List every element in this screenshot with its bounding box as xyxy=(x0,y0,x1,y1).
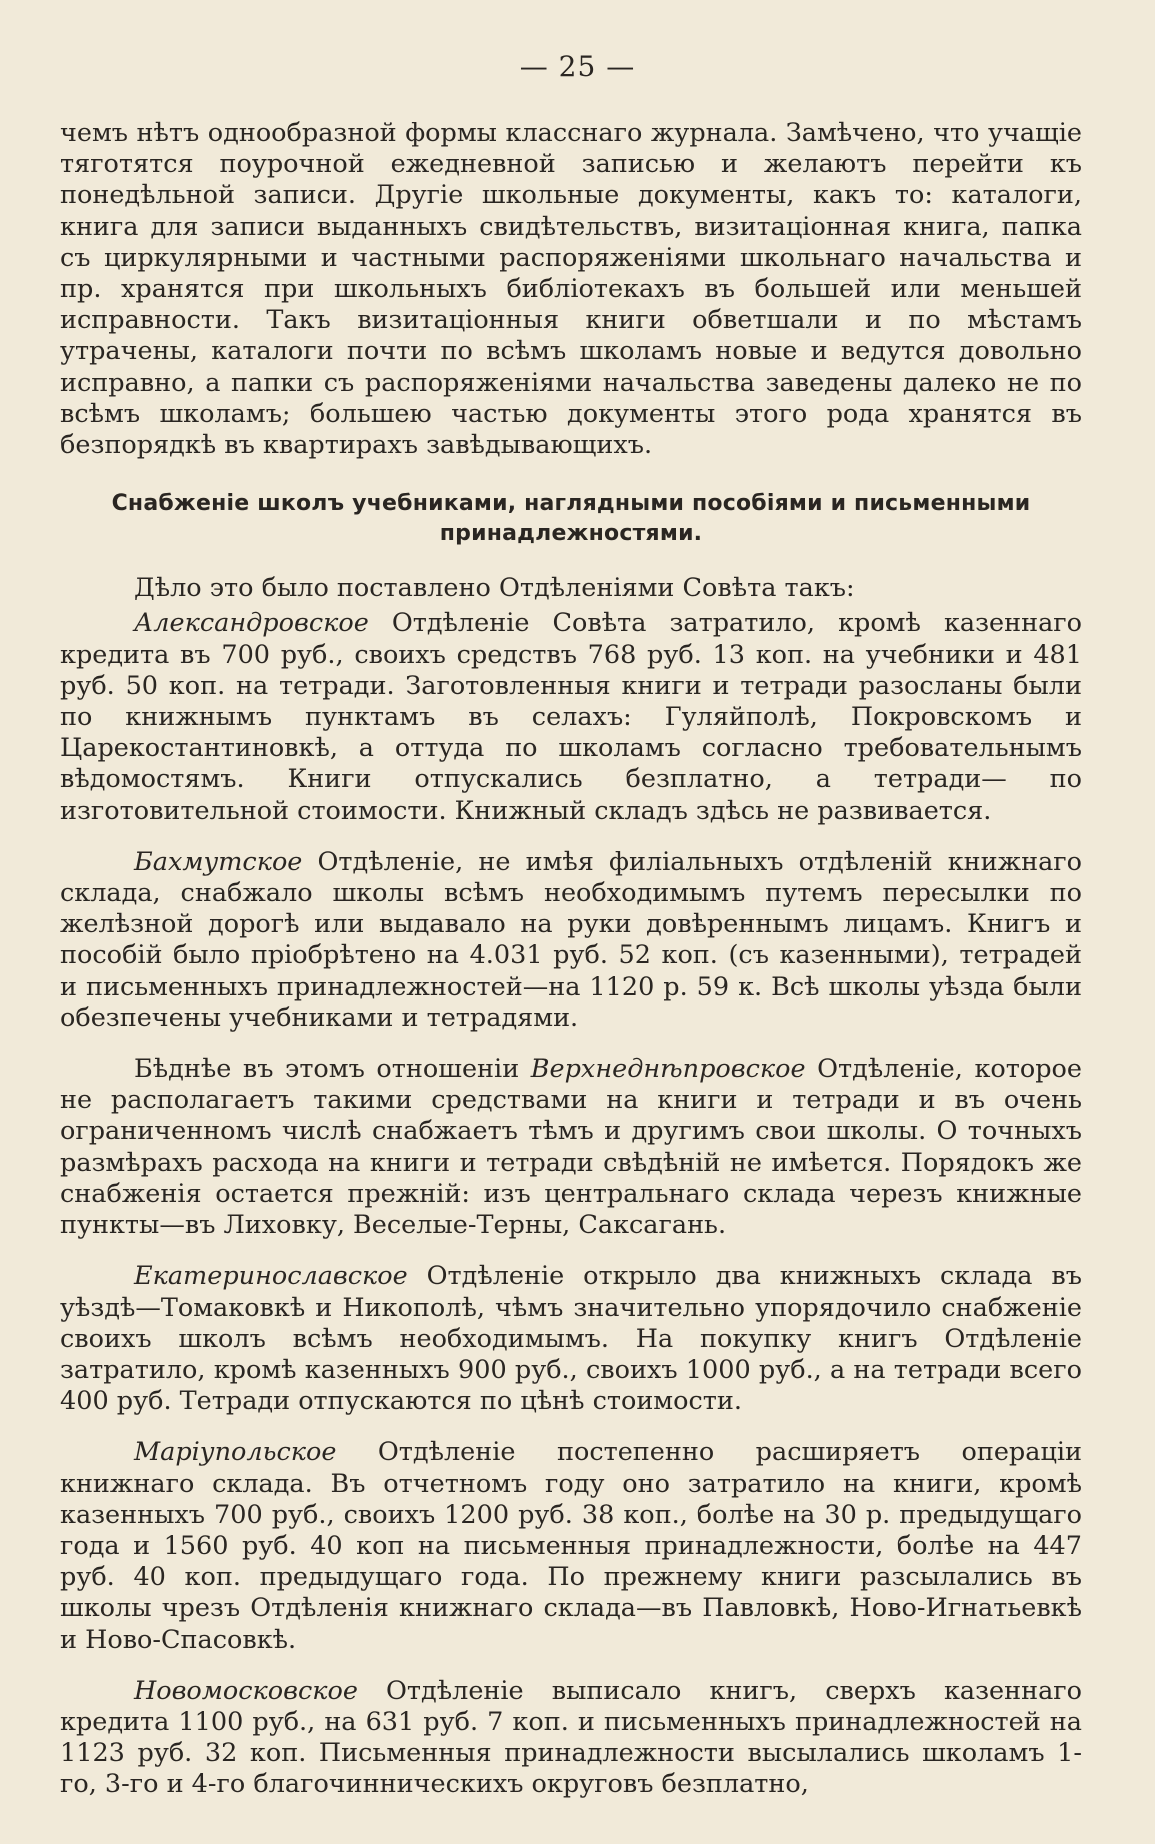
place-name: Верхнеднѣпровское xyxy=(530,1054,806,1085)
paragraph-mariupolskoe xyxy=(60,1437,1082,1655)
place-name: Маріупольское xyxy=(134,1437,337,1468)
place-name: Новомосковское xyxy=(134,1675,358,1706)
paragraph-ekaterinoslavskoe xyxy=(60,1261,1082,1417)
paragraph-text: Отдѣленіе выписало книгъ, сверхъ казеннаго кредита 1100 руб., на 631 руб. 7 коп. и письменныхъ принадлежностей на 1123 руб. 32 коп. Письменныя принадлежности высылались школамъ 1-го, 3-го и 4-го благочинническихъ округовъ безплатно, xyxy=(60,1675,1082,1800)
paragraph-verkhnedneprovskoe xyxy=(60,1054,1082,1241)
page-number: — 25 — xyxy=(519,50,636,83)
paragraph-lead: Дѣло это было поставлено Отдѣленіями Совѣта такъ: xyxy=(134,573,855,604)
place-name: Александровское xyxy=(134,608,369,639)
paragraph-text: Отдѣленіе, которое не располагаетъ такими средствами на книги и тетради и въ очень ограниченномъ числѣ снабжаетъ тѣмъ и другимъ свои школы. О точныхъ размѣрахъ расхода на книги и тетради свѣдѣній не имѣется. Порядокъ же снабженія остается прежній: изъ центральнаго склада черезъ книжные пункты—въ Лиховку, Веселые-Терны, Саксагань. xyxy=(60,1054,1082,1241)
place-name: Екатеринославское xyxy=(134,1261,408,1292)
paragraph-intro: чемъ нѣтъ однообразной формы класснаго журнала. Замѣчено, что учащіе тяготятся поурочной ежедневной записью и желаютъ перейти къ понедѣльной записи. Другіе школьные документы, какъ то: каталоги, книга для записи выданныхъ свидѣтельствъ, визитаціонная книга, папка съ циркулярными и частными распоряженіями школьнаго начальства и пр. хранятся при школьныхъ библіотекахъ въ большей или меньшей исправности. Такъ визитаціонныя книги обветшали и по мѣстамъ утрачены, каталоги почти по всѣмъ школамъ новые и ведутся довольно исправно, а папки съ распоряженіями начальства заведены далеко не по всѣмъ школамъ; большею частью документы этого рода хранятся въ безпорядкѣ въ квартирахъ завѣдывающихъ. xyxy=(60,118,1082,461)
paragraph-text: Отдѣленіе Совѣта затратило, кромѣ казеннаго кредита въ 700 руб., своихъ средствъ 768 руб. 13 коп. на учебники и 481 руб. 50 коп. на тетради. Заготовленныя книги и тетради разосланы были по книжнымъ пунктамъ въ селахъ: Гуляйполѣ, Покровскомъ и Царекостантиновкѣ, а оттуда по школамъ согласно требовательнымъ вѣдомостямъ. Книги отпускались безплатно, а тетради— по изготовительной стоимости. Книжный складъ здѣсь не развивается. xyxy=(60,608,1082,826)
paragraph-text: Отдѣленіе, не имѣя филіальныхъ отдѣленій книжнаго склада, снабжало школы всѣмъ необходимымъ путемъ пересылки по желѣзной дорогѣ или выдавало на руки довѣреннымъ лицамъ. Книгъ и пособій было пріобрѣтено на 4.031 руб. 52 коп. (съ казенными), тетрадей и письменныхъ принадлежностей—на 1120 р. 59 к. Всѣ школы уѣзда были обезпечены учебниками и тетрадями. xyxy=(60,846,1082,1033)
section-heading: Снабженіе школъ учебниками, наглядными пособіями и письменными принадлежностями. xyxy=(111,491,1031,547)
paragraph-bakhmutskoe xyxy=(60,847,1082,1034)
place-name: Бахмутское xyxy=(134,846,303,877)
paragraph-novomoskovskoe xyxy=(60,1676,1082,1801)
paragraph-text: Отдѣленіе постепенно расширяетъ операціи книжнаго склада. Въ отчетномъ году оно затратило на книги, кромѣ казенныхъ 700 руб., своихъ 1200 руб. 38 коп., болѣе на 30 р. предыдущаго года и 1560 руб. 40 коп на письменныя принадлежности, болѣе на 447 руб. 40 коп. предыдущаго года. По прежнему книги разсылались въ школы чрезъ Отдѣленія книжнаго склада—въ Павловкѣ, Ново-Игнатьевкѣ и Ново-Спасовкѣ. xyxy=(60,1437,1082,1655)
page-body xyxy=(60,118,1082,1801)
paragraph-aleksandrovskoe xyxy=(60,608,1082,826)
paragraph-text: Отдѣленіе открыло два книжныхъ склада въ уѣздѣ—Томаковкѣ и Никополѣ, чѣмъ значительно упорядочило снабженіе своихъ школъ всѣмъ необходимымъ. На покупку книгъ Отдѣленіе затратило, кромѣ казенныхъ 900 руб., своихъ 1000 руб., а на тетради всего 400 руб. Тетради отпускаются по цѣнѣ стоимости. xyxy=(60,1261,1082,1417)
paragraph-text-before: Бѣднѣе въ этомъ отношеніи xyxy=(134,1054,531,1085)
